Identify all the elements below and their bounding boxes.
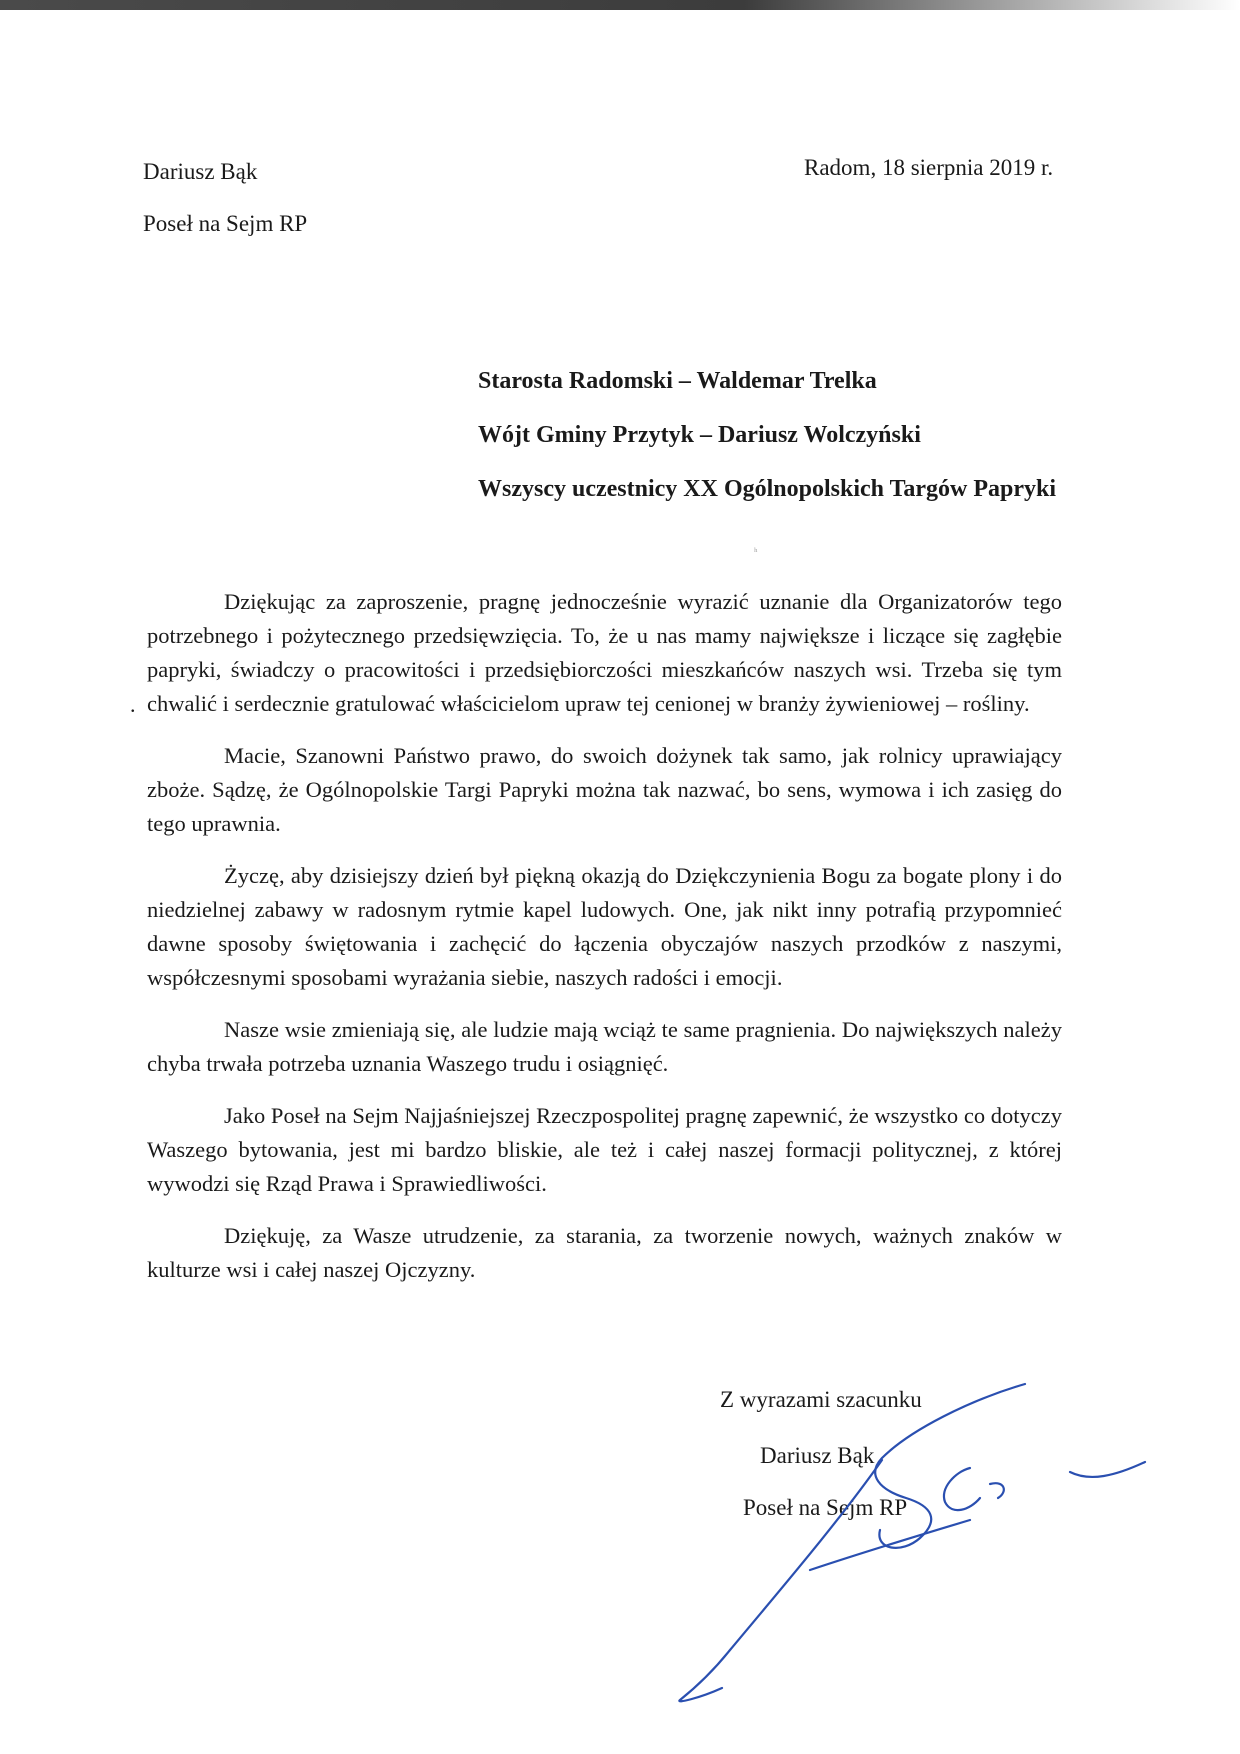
letter-body: [147, 585, 1062, 1305]
body-paragraph: Macie, Szanowni Państwo prawo, do swoich dożynek tak samo, jak rolnicy uprawiający zboże. Sądzę, że Ogólnopolskie Targi Papryki można tak nazwać, bo sens, wymowa i ich zasięg do tego uprawnia.: [147, 743, 1062, 836]
scan-edge-rule: [0, 0, 1240, 10]
recipients-block: [478, 367, 1056, 529]
closing-title: Poseł na Sejm RP: [743, 1495, 908, 1520]
recipient-line: Starosta Radomski – Waldemar Trelka: [478, 368, 877, 394]
letter-date: Radom, 18 sierpnia 2019 r.: [804, 155, 1054, 180]
margin-dot: .: [130, 692, 136, 717]
recipient-line: Wszyscy uczestnicy XX Ogólnopolskich Targów Papryki: [478, 476, 1057, 502]
body-paragraph: Życzę, aby dzisiejszy dzień był piękną okazją do Dziękczynienia Bogu za bogate plony i do niedzielnej zabawy w radosnym rytmie kapel ludowych. One, jak nikt inny potrafią przypomnieć dawne sposoby świętowania i zachęcić do łączenia obyczajów naszych przodków z naszymi, współczesnymi sposobami wyrażania siebie, naszych radości i emocji.: [147, 863, 1062, 990]
body-paragraph: Nasze wsie zmieniają się, ale ludzie mają wciąż te same pragnienia. Do największych należy chyba trwała potrzeba uznania Waszego trudu i osiągnięć.: [147, 1017, 1062, 1076]
handwritten-signature: [670, 1380, 1190, 1710]
sender-title: Poseł na Sejm RP: [143, 211, 308, 236]
sender-name: Dariusz Bąk: [143, 159, 258, 184]
recipient-line: Wójt Gminy Przytyk – Dariusz Wolczyński: [478, 422, 921, 448]
body-paragraph: Jako Poseł na Sejm Najjaśniejszej Rzeczpospolitej pragnę zapewnić, że wszystko co dotyczy Waszego bytowania, jest mi bardzo bliskie, ale też i całej naszej formacji politycznej, z której wywodzi się Rząd Prawa i Sprawiedliwości.: [147, 1103, 1062, 1196]
body-paragraph: Dziękuję, za Wasze utrudzenie, za starania, za tworzenie nowych, ważnych znaków w kulturze wsi i całej naszej Ojczyzny.: [147, 1223, 1062, 1282]
closing-name: Dariusz Bąk: [760, 1443, 875, 1468]
body-paragraph: Dziękując za zaproszenie, pragnę jednocześnie wyrazić uznanie dla Organizatorów tego potrzebnego i pożytecznego przedsięwzięcia. To, że u nas mamy największe i liczące się zagłębie papryki, świadczy o pracowitości i przedsiębiorczości mieszkańców naszych wsi. Trzeba się tym chwalić i serdecznie gratulować właścicielom upraw tej cenionej w branży żywieniowej – rośliny.: [147, 589, 1062, 716]
scan-speck: ʰ: [754, 546, 758, 558]
closing-salutation: Z wyrazami szacunku: [720, 1387, 922, 1412]
